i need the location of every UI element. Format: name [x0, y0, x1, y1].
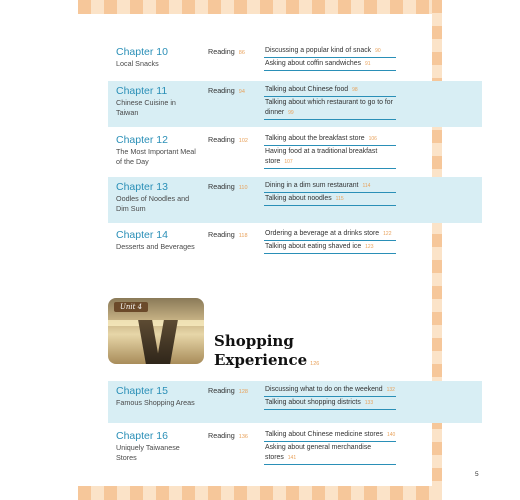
chapter-row-12: [108, 130, 482, 174]
chapter-title[interactable]: Chapter 14: [116, 229, 168, 241]
chapter-title[interactable]: Chapter 10: [116, 46, 168, 58]
topic-item[interactable]: Talking about the breakfast store 106: [264, 133, 396, 146]
unit-page: 126: [310, 361, 320, 367]
chapter-title[interactable]: Chapter 12: [116, 134, 168, 146]
topic-list: [264, 45, 396, 71]
topic-list: [264, 384, 396, 410]
chapter-title[interactable]: Chapter 15: [116, 385, 168, 397]
topic-item[interactable]: Talking about shopping districts 133: [264, 397, 396, 410]
topic-item[interactable]: Having food at a traditional breakfast store 107: [264, 146, 396, 169]
topic-list: [264, 228, 396, 254]
chapter-row-10: [108, 42, 482, 84]
reading-entry[interactable]: Reading 128: [208, 386, 248, 395]
reading-entry[interactable]: Reading 110: [208, 182, 248, 191]
decorative-border-top: [78, 0, 442, 14]
chapter-row-14: [108, 225, 482, 269]
topic-item[interactable]: Discussing what to do on the weekend 132: [264, 384, 396, 397]
topic-list: [264, 133, 396, 169]
decorative-border-bottom: [78, 486, 442, 500]
chapter-row-16: [108, 426, 482, 472]
chapter-subtitle: Local Snacks: [116, 59, 159, 68]
chapter-row-13: [108, 177, 482, 223]
topic-item[interactable]: Talking about eating shaved ice 123: [264, 241, 396, 254]
topic-item[interactable]: Asking about general merchandise stores 141: [264, 442, 396, 465]
chapter-row-15: [108, 381, 482, 423]
table-of-contents-page: [78, 14, 479, 486]
unit-photo-mall-escalators: [108, 298, 204, 364]
topic-item[interactable]: Asking about coffin sandwiches 91: [264, 58, 396, 71]
reading-entry[interactable]: Reading 86: [208, 47, 245, 56]
topic-item[interactable]: Ordering a beverage at a drinks store 122: [264, 228, 396, 241]
unit-title[interactable]: Shopping Experience 126: [214, 332, 320, 369]
reading-entry[interactable]: Reading 94: [208, 86, 245, 95]
topic-item[interactable]: Dining in a dim sum restaurant 114: [264, 180, 396, 193]
unit-tag: Unit 4: [114, 302, 148, 312]
chapter-subtitle: Chinese Cuisine in Taiwan: [116, 98, 176, 117]
topic-list: [264, 84, 396, 120]
topic-list: [264, 180, 396, 206]
chapter-subtitle: The Most Important Meal of the Day: [116, 147, 196, 166]
chapter-subtitle: Desserts and Beverages: [116, 242, 195, 251]
page-number: 5: [475, 471, 479, 478]
topic-item[interactable]: Talking about noodles 115: [264, 193, 396, 206]
topic-item[interactable]: Talking about Chinese medicine stores 140: [264, 429, 396, 442]
chapter-subtitle: Oodles of Noodles and Dim Sum: [116, 194, 190, 213]
chapter-title[interactable]: Chapter 11: [116, 85, 168, 97]
reading-entry[interactable]: Reading 136: [208, 431, 248, 440]
chapter-row-11: [108, 81, 482, 127]
chapter-title[interactable]: Chapter 16: [116, 430, 168, 442]
chapter-subtitle: Uniquely Taiwanese Stores: [116, 443, 180, 462]
topic-item[interactable]: Talking about Chinese food 98: [264, 84, 396, 97]
topic-item[interactable]: Discussing a popular kind of snack 90: [264, 45, 396, 58]
topic-item[interactable]: Talking about which restaurant to go to for dinner 99: [264, 97, 396, 120]
chapter-subtitle: Famous Shopping Areas: [116, 398, 195, 407]
reading-entry[interactable]: Reading 118: [208, 230, 248, 239]
reading-entry[interactable]: Reading 102: [208, 135, 248, 144]
topic-list: [264, 429, 396, 465]
escalator-shape: [156, 320, 178, 364]
chapter-title[interactable]: Chapter 13: [116, 181, 168, 193]
